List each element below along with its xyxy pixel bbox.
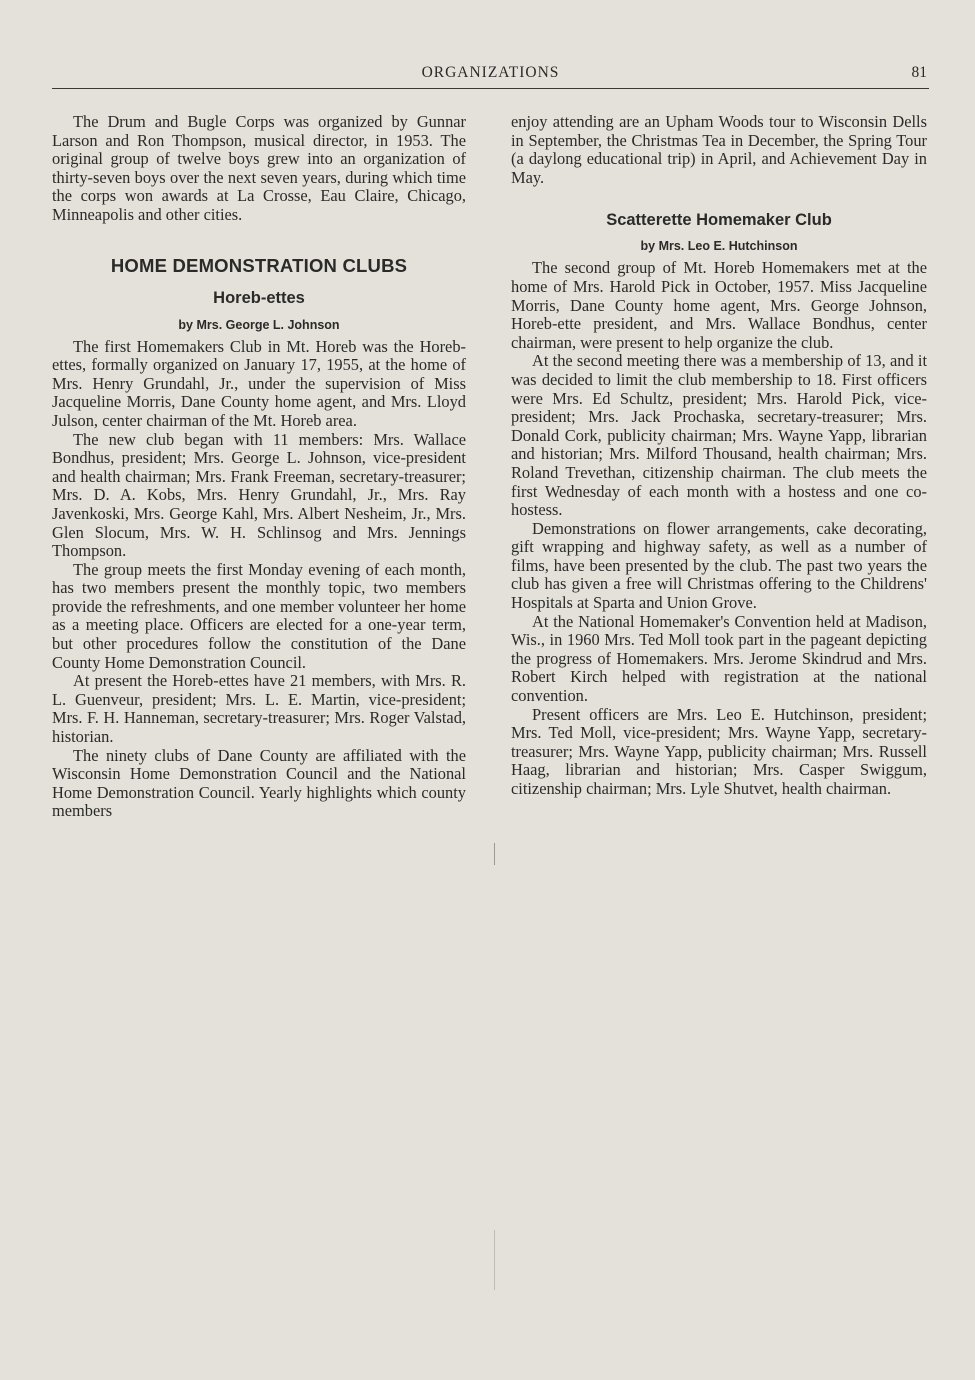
body-paragraph: Present officers are Mrs. Leo E. Hutchinson, president; Mrs. Ted Moll, vice-president; Mrs. Wayne Yapp, secretary-treasurer; Mrs. Wayne Yapp, publicity chairman; Mrs. Russell Haag, librarian and historian; Mrs. Casper Swiggum, citizenship chairman; Mrs. Lyle Shutvet, health chairman.: [511, 704, 927, 798]
gutter-mark: [494, 1230, 495, 1290]
body-paragraph: The first Homemakers Club in Mt. Horeb was the Horeb-ettes, formally organized on January 17, 1955, at the home of Mrs. Henry Grundahl, Jr., under the supervision of Miss Jacqueline Morris, Dane County home agent, and Mrs. Lloyd Julson, center chairman of the Mt. Horeb area.: [52, 336, 466, 430]
body-paragraph: The second group of Mt. Horeb Homemakers met at the home of Mrs. Harold Pick in October, 1957. Miss Jacqueline Morris, Dane County home agent, Mrs. George Johnson, Horeb-ette president, and Mrs. Wallace Bondhus, center chairman, were present to help organize the club.: [511, 258, 927, 352]
byline-scatterette: by Mrs. Leo E. Hutchinson: [640, 239, 798, 254]
left-column: [52, 113, 466, 821]
body-paragraph: At the second meeting there was a membership of 13, and it was decided to limit the club membership to 18. First officers were Mrs. Ed Schultz, president; Mrs. Harold Pick, vice-president; Mrs. Jack Prochaska, secretary-treasurer; Mrs. Donald Cork, publicity chairman; Mrs. Wayne Yapp, librarian and historian; Mrs. Milford Thousand, health chairman; Mrs. Roland Trevethan, citizenship chairman. The club meets the first Wednesday of each month with a hostess and one co-hostess.: [511, 351, 927, 520]
club-title-horeb-ettes: Horeb-ettes: [213, 288, 305, 307]
body-paragraph: The new club began with 11 members: Mrs. Wallace Bondhus, president; Mrs. George L. Johnson, vice-president and health chairman; Mrs. Frank Freeman, secretary-treasurer; Mrs. D. A. Kobs, Mrs. Henry Grundahl, Jr., Mrs. Ray Javenkoski, Mrs. George Kahl, Mrs. Albert Nesheim, Jr., Mrs. Glen Slocum, Mrs. W. H. Schlinsog and Mrs. Jennings Thompson.: [52, 429, 466, 561]
page-number: 81: [911, 64, 927, 81]
continued-paragraph: enjoy attending are an Upham Woods tour to Wisconsin Dells in September, the Christmas Tea in December, the Spring Tour (a daylong educational trip) in April, and Achievement Day in May.: [511, 112, 927, 187]
body-paragraph: At present the Horeb-ettes have 21 members, with Mrs. R. L. Guenveur, president; Mrs. L. E. Martin, vice-president; Mrs. F. H. Hanneman, secretary-treasurer; Mrs. Roger Valstad, historian.: [52, 671, 466, 747]
club-title-scatterette: Scatterette Homemaker Club: [606, 211, 832, 230]
section-title: HOME DEMONSTRATION CLUBS: [110, 254, 408, 276]
byline-horeb-ettes: by Mrs. George L. Johnson: [178, 317, 340, 332]
body-paragraph: The ninety clubs of Dane County are affiliated with the Wisconsin Home Demonstration Council and the National Home Demonstration Council. Yearly highlights which county members: [52, 745, 466, 821]
right-column: [511, 113, 927, 799]
body-paragraph: The group meets the first Monday evening of each month, has two members present the monthly topic, two members provide the refreshments, and one member volunteer her home as a meeting place. Officers are elected for a one-year term, but other procedures follow the constitution of the Dane County Home Demonstration Council.: [52, 559, 466, 672]
body-paragraph: At the National Homemaker's Convention held at Madison, Wis., in 1960 Mrs. Ted Moll took part in the pageant depicting the progress of Homemakers. Mrs. Jerome Skindrud and Mrs. Robert Kirch helped with registration at the national convention.: [511, 611, 927, 706]
gutter-mark: [494, 843, 495, 865]
body-paragraph: Demonstrations on flower arrangements, cake decorating, gift wrapping and highway safety, as well as a number of films, have been presented by the club. The past two years the club has given a free will Christmas offering to the Childrens' Hospitals at Sparta and Union Grove.: [511, 518, 927, 613]
page-header: [52, 62, 929, 89]
drum-corps-paragraph: The Drum and Bugle Corps was organized by Gunnar Larson and Ron Thompson, musical director, in 1953. The original group of twelve boys grew into an organization of thirty-seven boys over the next seven years, during which time the corps won awards at La Crosse, Eau Claire, Chicago, Minneapolis and other cities.: [52, 112, 466, 224]
running-head: ORGANIZATIONS: [421, 64, 560, 81]
